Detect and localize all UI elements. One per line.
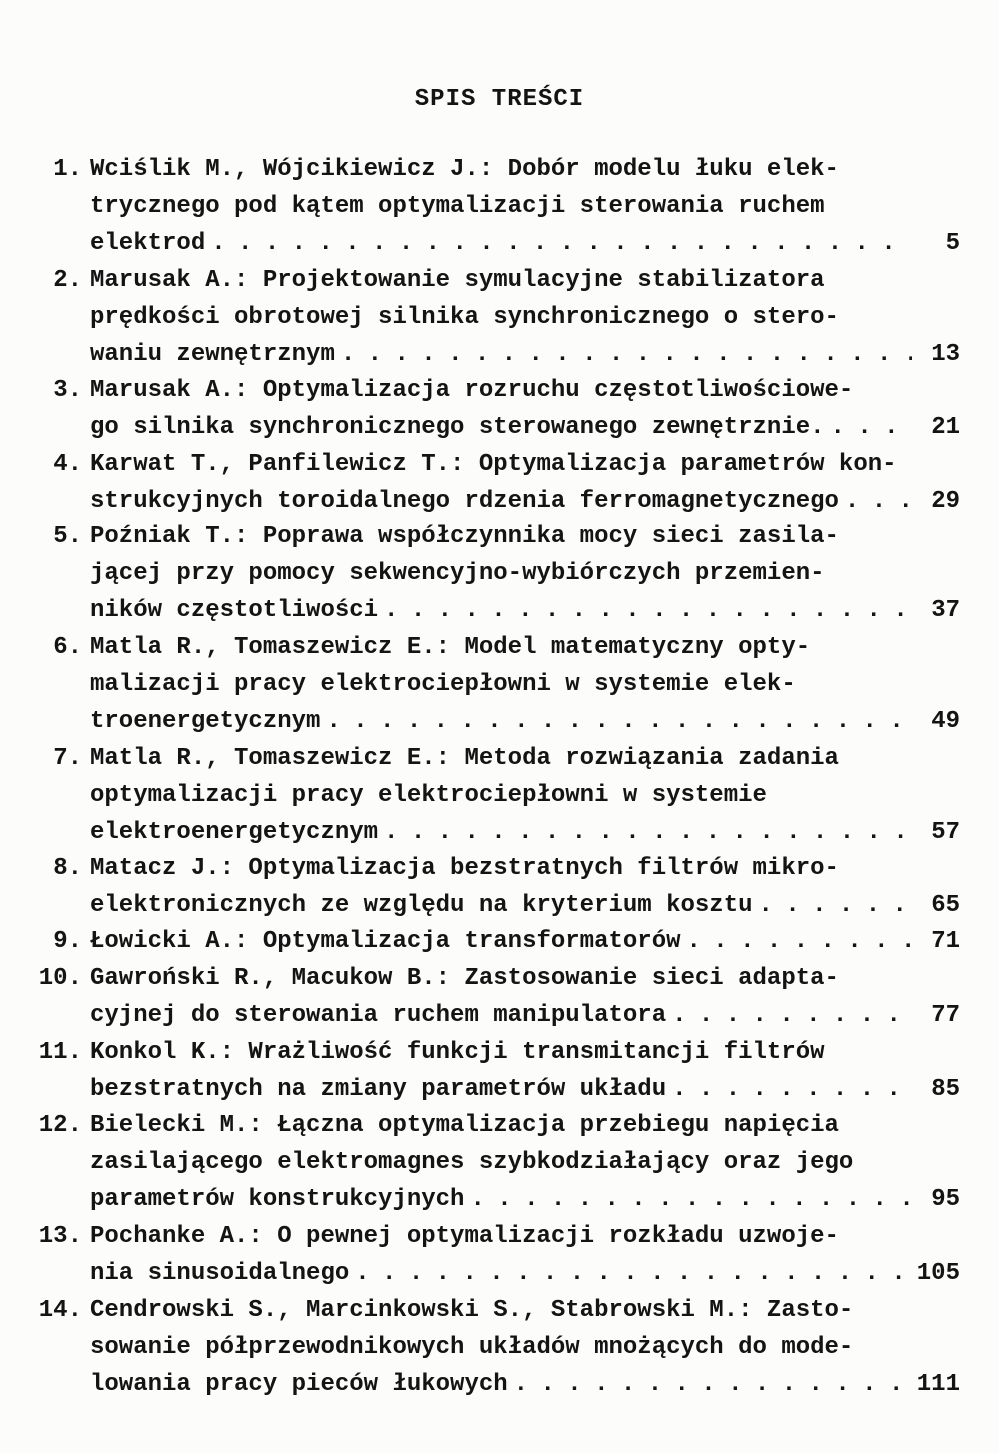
entry-number: 13. bbox=[38, 1223, 82, 1250]
entry-line: malizacji pracy elektrociepłowni w systemie elek- bbox=[90, 671, 796, 698]
entry-line: Gawroński R., Macukow B.: Zastosowanie sieci adapta- bbox=[90, 965, 839, 992]
entry-last-line bbox=[90, 1255, 960, 1292]
entry-text bbox=[90, 1292, 960, 1403]
entry-number: 1. bbox=[53, 156, 82, 183]
entry-line: jącej przy pomocy sekwencyjno-wybiórczych przemien- bbox=[90, 560, 825, 587]
toc-entry bbox=[30, 740, 966, 851]
entry-line: nia sinusoidalnego bbox=[90, 1260, 350, 1287]
entry-line: optymalizacji pracy elektrociepłowni w systemie bbox=[90, 782, 767, 809]
page-number: 105 bbox=[916, 1260, 960, 1287]
toc-entry bbox=[30, 850, 966, 924]
dot-leader bbox=[320, 703, 912, 740]
entry-line: Cendrowski S., Marcinkowski S., Stabrowski M.: Zasto- bbox=[90, 1297, 854, 1324]
dot-leader bbox=[681, 923, 913, 960]
entry-line: elektronicznych ze względu na kryterium kosztu bbox=[90, 892, 753, 919]
entry-last-line bbox=[90, 887, 960, 924]
toc-entry bbox=[30, 518, 966, 629]
entry-text bbox=[90, 518, 960, 629]
entry-number: 5. bbox=[53, 523, 82, 550]
entry-line: ników częstotliwości bbox=[90, 597, 379, 624]
dot-leader bbox=[666, 997, 912, 1034]
toc-entry bbox=[30, 372, 966, 446]
entry-number: 8. bbox=[53, 855, 82, 882]
entry-line: strukcyjnych toroidalnego rdzenia ferromagnetycznego bbox=[90, 488, 839, 515]
page-number: 111 bbox=[916, 1371, 960, 1398]
entry-text bbox=[90, 923, 960, 960]
dot-leader bbox=[205, 225, 912, 262]
page-number: 49 bbox=[931, 708, 960, 735]
toc-entry bbox=[30, 151, 966, 262]
entry-last-line bbox=[90, 483, 960, 520]
entry-number: 7. bbox=[53, 745, 82, 772]
dot-leader bbox=[464, 1181, 912, 1218]
toc-entry bbox=[30, 262, 966, 373]
entry-text bbox=[90, 740, 960, 851]
page-number: 95 bbox=[931, 1186, 960, 1213]
entry-number: 11. bbox=[38, 1039, 82, 1066]
entry-number: 6. bbox=[53, 634, 82, 661]
entry-line: Marusak A.: Projektowanie symulacyjne stabilizatora bbox=[90, 267, 825, 294]
toc-entry bbox=[30, 629, 966, 740]
entry-line: parametrów konstrukcyjnych bbox=[90, 1186, 465, 1213]
entry-line: Pochanke A.: O pewnej optymalizacji rozkładu uzwoje- bbox=[90, 1223, 839, 1250]
entry-line: Poźniak T.: Poprawa współczynnika mocy sieci zasila- bbox=[90, 523, 839, 550]
entry-line: trycznego pod kątem optymalizacji sterowania ruchem bbox=[90, 193, 825, 220]
toc-entry bbox=[30, 1292, 966, 1403]
dot-leader bbox=[825, 409, 912, 446]
dot-leader bbox=[508, 1366, 912, 1403]
page-number: 21 bbox=[931, 414, 960, 441]
page-number: 5 bbox=[945, 230, 960, 257]
toc-entry bbox=[30, 960, 966, 1034]
entry-last-line bbox=[90, 592, 960, 629]
entry-text bbox=[90, 151, 960, 262]
entry-line: elektrod bbox=[90, 230, 206, 257]
dot-leader bbox=[335, 336, 912, 373]
page-title: SPIS TREŚCI bbox=[414, 86, 585, 113]
entry-number: 3. bbox=[53, 377, 82, 404]
entry-line: go silnika synchronicznego sterowanego zewnętrznie. bbox=[90, 414, 825, 441]
toc-entry bbox=[30, 1107, 966, 1218]
dot-leader bbox=[378, 592, 912, 629]
entry-text bbox=[90, 1034, 960, 1108]
dot-leader bbox=[753, 887, 912, 924]
dot-leader bbox=[378, 814, 912, 851]
entry-last-line bbox=[90, 409, 960, 446]
dot-leader bbox=[349, 1255, 912, 1292]
entry-line: Karwat T., Panfilewicz T.: Optymalizacja parametrów kon- bbox=[90, 451, 897, 478]
entry-line: lowania pracy pieców łukowych bbox=[90, 1371, 508, 1398]
entry-line: Łowicki A.: Optymalizacja transformatorów bbox=[90, 928, 681, 955]
entry-number: 12. bbox=[38, 1112, 82, 1139]
toc-entry bbox=[30, 923, 966, 960]
entry-line: zasilającego elektromagnes szybkodziałający oraz jego bbox=[90, 1149, 854, 1176]
entry-line: troenergetycznym bbox=[90, 708, 321, 735]
toc-entry bbox=[30, 1218, 966, 1292]
entry-line: Matla R., Tomaszewicz E.: Model matematyczny opty- bbox=[90, 634, 811, 661]
page-number: 71 bbox=[931, 928, 960, 955]
entry-line: elektroenergetycznym bbox=[90, 819, 379, 846]
entry-last-line bbox=[90, 703, 960, 740]
page-number: 29 bbox=[931, 488, 960, 515]
entry-line: Matacz J.: Optymalizacja bezstratnych filtrów mikro- bbox=[90, 855, 839, 882]
entry-number: 10. bbox=[38, 965, 82, 992]
page-number: 65 bbox=[931, 892, 960, 919]
page-number: 57 bbox=[931, 819, 960, 846]
entry-text bbox=[90, 850, 960, 924]
entry-number: 2. bbox=[53, 267, 82, 294]
entry-line: waniu zewnętrznym bbox=[90, 341, 335, 368]
entry-last-line bbox=[90, 1071, 960, 1108]
entry-last-line bbox=[90, 225, 960, 262]
entry-text bbox=[90, 262, 960, 373]
entry-line: prędkości obrotowej silnika synchronicznego o stero- bbox=[90, 304, 839, 331]
entry-number: 14. bbox=[38, 1297, 82, 1324]
entry-line: Konkol K.: Wrażliwość funkcji transmitancji filtrów bbox=[90, 1039, 825, 1066]
entry-last-line bbox=[90, 1366, 960, 1403]
entry-text bbox=[90, 1107, 960, 1218]
entry-text bbox=[90, 446, 960, 520]
entry-line: cyjnej do sterowania ruchem manipulatora bbox=[90, 1002, 667, 1029]
page-number: 85 bbox=[931, 1076, 960, 1103]
page-number: 77 bbox=[931, 1002, 960, 1029]
dot-leader bbox=[666, 1071, 912, 1108]
toc-entry bbox=[30, 446, 966, 520]
entry-number: 4. bbox=[53, 451, 82, 478]
entry-line: Bielecki M.: Łączna optymalizacja przebiegu napięcia bbox=[90, 1112, 839, 1139]
toc-entry bbox=[30, 1034, 966, 1108]
entry-last-line bbox=[90, 1181, 960, 1218]
page-number: 13 bbox=[931, 341, 960, 368]
entry-line: sowanie półprzewodnikowych układów mnożących do mode- bbox=[90, 1334, 854, 1361]
entry-last-line bbox=[90, 997, 960, 1034]
entry-last-line bbox=[90, 923, 960, 960]
entry-text bbox=[90, 629, 960, 740]
dot-leader bbox=[839, 483, 912, 520]
entry-line: Marusak A.: Optymalizacja rozruchu częstotliwościowe- bbox=[90, 377, 854, 404]
entry-text bbox=[90, 372, 960, 446]
entry-line: bezstratnych na zmiany parametrów układu bbox=[90, 1076, 667, 1103]
entry-number: 9. bbox=[53, 928, 82, 955]
page-number: 37 bbox=[931, 597, 960, 624]
entry-line: Matla R., Tomaszewicz E.: Metoda rozwiązania zadania bbox=[90, 745, 839, 772]
entry-line: Wciślik M., Wójcikiewicz J.: Dobór modelu łuku elek- bbox=[90, 156, 839, 183]
entry-last-line bbox=[90, 814, 960, 851]
entry-last-line bbox=[90, 336, 960, 373]
entry-text bbox=[90, 1218, 960, 1292]
entry-text bbox=[90, 960, 960, 1034]
